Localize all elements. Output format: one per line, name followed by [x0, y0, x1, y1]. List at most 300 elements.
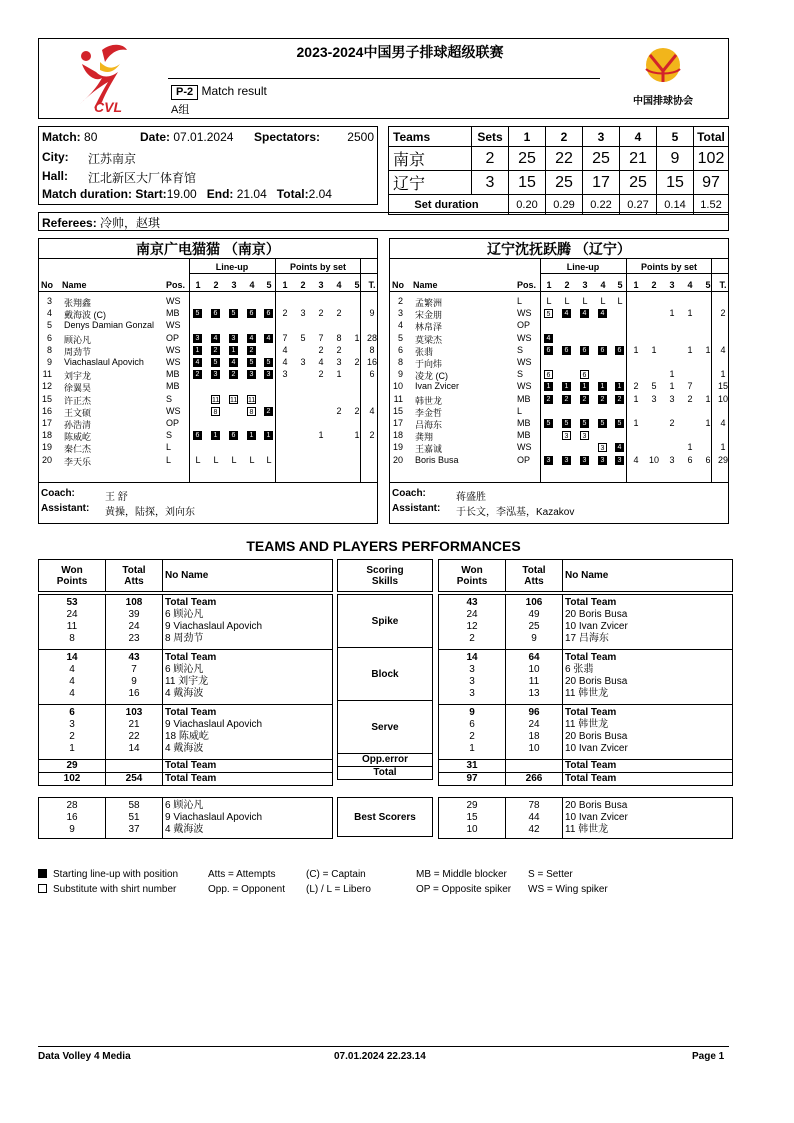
home-lineup-header: Line-up: [215, 262, 249, 272]
points-set-2: 3: [651, 393, 657, 404]
player-name: 宋金朋: [415, 310, 443, 321]
perf-won: 1: [469, 743, 475, 754]
best-names: 10 Ivan Zvicer: [565, 812, 628, 823]
home-header-line: [38, 291, 378, 292]
away-col-name: Name: [413, 280, 438, 290]
points-total: 16: [366, 357, 377, 367]
points-set-5: 2: [354, 357, 360, 367]
player-no: 5: [46, 320, 52, 331]
legend-op: OP = Opposite spiker: [416, 884, 512, 895]
perf-atts: 43: [128, 652, 140, 663]
player-pos: MB: [166, 369, 180, 380]
player-no: 4: [397, 320, 403, 331]
best-atts: 44: [528, 812, 540, 823]
legend-atts: Atts = Attempts: [208, 869, 276, 880]
home-col-pts-1: 1: [282, 280, 288, 290]
footer-left: Data Volley 4 Media: [38, 1051, 131, 1062]
player-name: 张翔鑫: [64, 298, 92, 308]
lineup-sub-square: 3: [598, 443, 607, 452]
skill-opp-error: Opp.error: [338, 754, 433, 767]
home-vline-0: [189, 258, 190, 482]
lineup-start-square: 6: [562, 346, 571, 355]
points-set-4: 2: [336, 344, 342, 355]
player-name: 孟繁洲: [415, 298, 443, 308]
perf-row-block: [439, 650, 733, 705]
perf-won: 24: [66, 609, 78, 620]
away-vline-0: [540, 258, 541, 482]
perf-atts: 10: [528, 664, 540, 675]
perf-names: 20 Boris Busa: [565, 609, 628, 620]
lineup-sub-square: 8: [247, 407, 256, 416]
away-col-pos: Pos.: [517, 280, 537, 290]
lineup-start-square: 2: [562, 395, 571, 404]
lineup-start-square: 1: [580, 382, 589, 391]
away-col-pts-5: 5: [705, 280, 711, 290]
player-name: 李金哲: [415, 407, 443, 418]
points-total: 29: [717, 454, 728, 465]
lineup-sub-square: 11: [248, 396, 256, 404]
away-best-scorers-table: [438, 797, 733, 839]
footer-right: Page 1: [692, 1051, 725, 1062]
lineup-start-square: 5: [580, 419, 589, 428]
lineup-start-square: 5: [229, 309, 238, 318]
points-set-5: 1: [705, 393, 711, 404]
player-pos: WS: [517, 442, 532, 453]
player-pos: MB: [517, 393, 531, 404]
best-names: 9 Viachaslaul Apovich: [165, 812, 263, 823]
away-col-pts-2: 2: [651, 280, 657, 290]
player-name: Boris Busa: [415, 454, 459, 465]
lineup-sub-square: 3: [580, 431, 589, 440]
best-names: 6 顾沁凡: [165, 800, 204, 811]
group-label: A组: [171, 104, 190, 116]
player-no: 9: [397, 369, 403, 380]
points-set-4: 1: [687, 442, 693, 453]
player-no: 20: [392, 454, 403, 465]
lineup-start-square: 3: [598, 456, 607, 465]
lineup-start-square: 6: [211, 309, 220, 318]
skills-column: [337, 559, 433, 780]
footer-line: [38, 1046, 729, 1047]
home-col-lu-3: 3: [231, 280, 237, 290]
lineup-start-square: 6: [264, 309, 273, 318]
won-points-header: Won Points: [439, 560, 506, 592]
player-no: 17: [41, 418, 52, 428]
lineup-start-square: 3: [615, 456, 624, 465]
points-set-4: 6: [687, 454, 693, 465]
perf-names: Total Team: [565, 597, 617, 608]
cva-logo: [640, 45, 686, 87]
best-atts: 51: [128, 812, 140, 823]
title-underline: [168, 78, 600, 79]
perf-won: 12: [466, 621, 478, 632]
player-name: 秦仁杰: [64, 444, 92, 455]
lineup-start-square: 4: [615, 443, 624, 452]
away-col-t: T.: [719, 280, 727, 290]
player-no: 11: [42, 369, 52, 380]
perf-won: 6: [69, 707, 75, 718]
lineup-start-square: 3: [580, 456, 589, 465]
lineup-start-square: 1: [229, 346, 238, 355]
legend-ws: WS = Wing spiker: [528, 884, 608, 895]
points-set-3: 4: [318, 357, 324, 367]
skill-spike: Spike: [338, 595, 433, 648]
player-no: 8: [46, 344, 52, 355]
perf-atts: 106: [525, 597, 543, 608]
points-set-3: 7: [318, 332, 324, 343]
away-lineup-header: Line-up: [566, 262, 600, 272]
lineup-start-square: 6: [247, 309, 256, 318]
perf-row-serve: [39, 705, 333, 760]
scoring-skills-header: Scoring Skills: [338, 560, 433, 592]
lineup-start-square: 4: [193, 358, 202, 367]
perf-atts: 24: [128, 621, 140, 632]
points-total: 2: [720, 308, 726, 319]
player-pos: OP: [517, 454, 531, 465]
lineup-start-square: 4: [211, 334, 220, 343]
match-date: Date: 07.01.2024: [140, 130, 234, 144]
lineup-start-square: 3: [211, 370, 220, 379]
performance-title: TEAMS AND PLAYERS PERFORMANCES: [246, 538, 521, 554]
player-name: 林帛泽: [415, 322, 443, 333]
player-pos: MB: [166, 308, 180, 319]
points-set-3: 2: [318, 369, 324, 380]
player-no: 3: [397, 308, 403, 319]
lineup-libero: L: [249, 454, 255, 465]
points-set-4: 1: [687, 308, 693, 319]
away-vline-1: [626, 258, 627, 482]
lineup-start-square: 4: [247, 334, 256, 343]
lineup-start-square: 5: [598, 419, 607, 428]
away-assistant: Assistant: 于长文，李泓基，Kazakov: [392, 503, 575, 518]
perf-won: 3: [469, 676, 475, 687]
best-won: 29: [466, 800, 478, 811]
points-total: 28: [366, 332, 377, 343]
points-set-1: 4: [282, 344, 288, 355]
home-col-pts-4: 4: [336, 280, 342, 290]
perf-won: 4: [69, 688, 75, 699]
legend-opp: Opp. = Opponent: [208, 884, 286, 895]
points-set-1: 2: [282, 308, 288, 319]
report-label: [171, 84, 267, 100]
perf-atts: 7: [131, 664, 137, 675]
lineup-start-square: 6: [598, 346, 607, 355]
lineup-start-square: 6: [580, 346, 589, 355]
points-set-4: 8: [336, 332, 342, 343]
best-names: 4 戴海波: [165, 824, 204, 835]
best-atts: 37: [128, 824, 140, 835]
perf-atts: 9: [531, 633, 537, 644]
player-pos: OP: [166, 418, 180, 428]
player-name: 凌龙 (C): [415, 371, 448, 382]
points-set-3: 3: [669, 393, 675, 404]
report-name: Match result: [201, 84, 267, 98]
player-pos: WS: [166, 344, 181, 355]
perf-names: 6 顾沁凡: [165, 664, 204, 675]
player-name: 莫梁杰: [415, 334, 443, 345]
perf-won: 3: [69, 719, 75, 730]
perf-atts: 9: [131, 676, 137, 687]
points-set-1: 2: [633, 381, 639, 392]
player-no: 17: [392, 418, 403, 428]
perf-atts: 103: [125, 707, 143, 718]
skill-total: Total: [338, 767, 433, 780]
home-col-no: No: [41, 280, 53, 290]
perf-won: 8: [69, 633, 75, 644]
lineup-start-square: 1: [544, 382, 553, 391]
player-name: 顾沁凡: [64, 334, 92, 345]
points-set-3: 1: [669, 381, 675, 392]
player-pos: L: [166, 454, 172, 465]
perf-won: 2: [469, 731, 475, 742]
lineup-start-square: 1: [615, 382, 624, 391]
points-set-4: 2: [336, 308, 342, 319]
lineup-start-square: 2: [264, 407, 273, 416]
home-coach: Coach: 王 舒: [41, 488, 128, 503]
player-name: 孙浩清: [64, 420, 92, 430]
perf-won: 14: [66, 652, 78, 663]
home-col-t: T.: [368, 280, 376, 290]
lineup-libero: L: [600, 296, 606, 306]
score-header-row: Teams Sets 1 2 3 4 5 Total: [389, 127, 729, 147]
points-total: 6: [369, 369, 375, 380]
best-atts: 58: [128, 800, 140, 811]
cvl-logo: [72, 42, 132, 114]
player-name: 陈威屹: [64, 432, 92, 443]
set-duration-row: Set duration 0.20 0.29 0.22 0.27 0.14 1.52: [389, 195, 729, 215]
perf-won: 6: [469, 719, 475, 730]
perf-won: 24: [466, 609, 478, 620]
points-total: 4: [720, 344, 726, 355]
points-set-1: 1: [633, 418, 639, 428]
points-total: 2: [369, 430, 375, 441]
perf-names: 18 陈威屹: [165, 731, 209, 742]
perf-row-total: 102 254 Total Team: [39, 773, 333, 786]
player-pos: S: [517, 369, 524, 380]
best-won: 9: [69, 824, 75, 835]
perf-names: 6 顾沁凡: [165, 609, 204, 620]
lineup-start-square: 1: [211, 431, 220, 440]
lineup-start-square: 5: [193, 309, 202, 318]
perf-won: 4: [69, 676, 75, 687]
points-set-3: 1: [669, 308, 675, 319]
no-name-header: No Name: [563, 560, 733, 592]
player-no: 2: [397, 296, 403, 306]
player-pos: L: [166, 442, 172, 453]
player-name: 王文硕: [64, 407, 92, 418]
player-pos: MB: [517, 418, 531, 428]
home-col-name: Name: [62, 280, 87, 290]
points-total: 10: [717, 393, 728, 404]
away-col-pts-4: 4: [687, 280, 693, 290]
skill-serve: Serve: [338, 701, 433, 754]
lineup-start-square: 4: [229, 358, 238, 367]
player-pos: S: [166, 393, 173, 404]
legend-sub: Substitute with shirt number: [38, 884, 176, 895]
perf-row-total: 97 266 Total Team: [439, 773, 733, 786]
total-atts-header: Total Atts: [106, 560, 163, 592]
best-won: 15: [466, 812, 478, 823]
player-name: 许正杰: [64, 395, 92, 406]
perf-header-row: [439, 560, 733, 592]
points-set-5: 1: [354, 332, 360, 343]
player-no: 15: [41, 393, 52, 404]
lineup-start-square: 1: [193, 346, 202, 355]
no-name-header: No Name: [163, 560, 333, 592]
perf-names: Total Team: [165, 707, 217, 718]
perf-names: 11 刘宇龙: [165, 676, 209, 687]
match-city: City: 江苏南京: [42, 150, 137, 166]
lineup-start-square: 1: [264, 431, 273, 440]
legend-libero: (L) / L = Libero: [306, 884, 371, 895]
filled-square-icon: [38, 869, 47, 878]
lineup-sub-square: 11: [230, 396, 238, 404]
perf-names: 4 戴海波: [165, 743, 204, 754]
player-pos: WS: [166, 357, 181, 367]
player-pos: S: [166, 430, 173, 441]
player-name: 王嘉诚: [415, 444, 443, 455]
perf-names: 9 Viachaslaul Apovich: [165, 621, 263, 632]
lineup-start-square: 3: [229, 334, 238, 343]
points-set-4: 1: [336, 369, 342, 380]
player-no: 11: [393, 393, 403, 404]
player-pos: L: [517, 296, 523, 306]
perf-won: 11: [66, 621, 78, 632]
home-col-lu-2: 2: [213, 280, 219, 290]
perf-won: 3: [469, 688, 475, 699]
lineup-sub-square: 6: [580, 370, 589, 379]
lineup-start-square: 4: [544, 334, 553, 343]
away-col-lu-2: 2: [564, 280, 570, 290]
player-name: Ivan Zvicer: [415, 381, 460, 392]
points-total: 8: [369, 344, 375, 355]
lineup-libero: L: [564, 296, 570, 306]
player-no: 5: [397, 332, 403, 343]
lineup-start-square: 4: [580, 309, 589, 318]
points-total: 4: [369, 405, 375, 416]
lineup-start-square: 6: [615, 346, 624, 355]
away-vline-2: [711, 258, 712, 482]
player-name: 徐翼昊: [64, 383, 92, 394]
home-points-header: Points by set: [289, 262, 346, 272]
away-col-no: No: [392, 280, 404, 290]
lineup-start-square: 2: [229, 370, 238, 379]
away-points-header: Points by set: [640, 262, 697, 272]
perf-names: 10 Ivan Zvicer: [565, 621, 628, 632]
perf-names: 11 韩世龙: [565, 688, 609, 699]
perf-names: Total Team: [565, 652, 617, 663]
perf-atts: 18: [528, 731, 540, 742]
player-no: 18: [41, 430, 52, 441]
perf-names: 10 Ivan Zvicer: [565, 743, 628, 754]
player-pos: L: [517, 405, 523, 416]
perf-atts: 49: [528, 609, 540, 620]
best-scorers-label-table: [337, 797, 433, 837]
perf-won: 1: [69, 743, 75, 754]
points-set-5: 1: [705, 344, 711, 355]
player-name: 吕海东: [415, 420, 443, 430]
points-set-5: 2: [354, 405, 360, 416]
player-name: 韩世龙: [415, 395, 443, 406]
player-no: 15: [392, 405, 403, 416]
report-code: P-2: [171, 85, 198, 100]
away-performance-table: [438, 559, 733, 786]
lineup-start-square: 2: [211, 346, 220, 355]
lineup-start-square: 3: [562, 456, 571, 465]
points-set-3: 3: [669, 454, 675, 465]
perf-won: 43: [466, 597, 478, 608]
cvl-logo-text: CVL: [94, 99, 122, 114]
best-won: 10: [466, 824, 478, 835]
perf-won: 9: [469, 707, 475, 718]
player-pos: MB: [517, 430, 531, 441]
lineup-start-square: 6: [193, 431, 202, 440]
home-col-lu-5: 5: [266, 280, 272, 290]
points-set-3: 2: [318, 308, 324, 319]
perf-atts: 10: [528, 743, 540, 754]
points-set-2: 1: [651, 344, 657, 355]
skill-block: Block: [338, 648, 433, 701]
player-pos: WS: [166, 296, 181, 306]
player-no: 9: [46, 357, 52, 367]
player-pos: WS: [166, 320, 181, 331]
player-no: 16: [41, 405, 52, 416]
player-pos: WS: [166, 405, 181, 416]
best-names: 11 韩世龙: [565, 824, 609, 835]
lineup-start-square: 1: [247, 431, 256, 440]
home-vline-1: [275, 258, 276, 482]
best-atts: 42: [528, 824, 540, 835]
player-name: 李天乐: [64, 456, 92, 467]
lineup-start-square: 3: [264, 370, 273, 379]
points-set-1: 3: [282, 369, 288, 380]
footer-center: 07.01.2024 22.23.14: [334, 1051, 426, 1062]
away-col-pts-1: 1: [633, 280, 639, 290]
points-set-2: 10: [649, 454, 660, 465]
points-set-4: 3: [336, 357, 342, 367]
lineup-start-square: 4: [598, 309, 607, 318]
best-atts: 78: [528, 800, 540, 811]
perf-header-row: [39, 560, 333, 592]
lineup-start-square: 5: [211, 358, 220, 367]
player-pos: S: [517, 344, 524, 355]
player-name: 龚翔: [415, 432, 434, 443]
lineup-start-square: 3: [544, 456, 553, 465]
lineup-start-square: 1: [562, 382, 571, 391]
legend-mb: MB = Middle blocker: [416, 869, 507, 880]
player-no: 12: [41, 381, 52, 392]
points-set-2: 5: [651, 381, 657, 392]
player-no: 20: [41, 454, 52, 465]
home-assistant: Assistant: 黄操，陆探，刘向东: [41, 503, 195, 518]
perf-atts: 14: [128, 743, 140, 754]
home-col-lu-1: 1: [195, 280, 201, 290]
points-set-4: 2: [687, 393, 693, 404]
points-set-3: 1: [669, 369, 675, 380]
points-total: 15: [717, 381, 728, 392]
home-title-line: [38, 258, 378, 259]
perf-row-spike: [39, 595, 333, 650]
perf-names: Total Team: [165, 652, 217, 663]
perf-names: 9 Viachaslaul Apovich: [165, 719, 263, 730]
player-no: 19: [41, 442, 52, 453]
away-col-pts-3: 3: [669, 280, 675, 290]
points-set-1: 4: [282, 357, 288, 367]
player-pos: WS: [517, 381, 532, 392]
perf-row-spike: [439, 595, 733, 650]
lineup-start-square: 5: [562, 419, 571, 428]
player-no: 6: [46, 332, 52, 343]
